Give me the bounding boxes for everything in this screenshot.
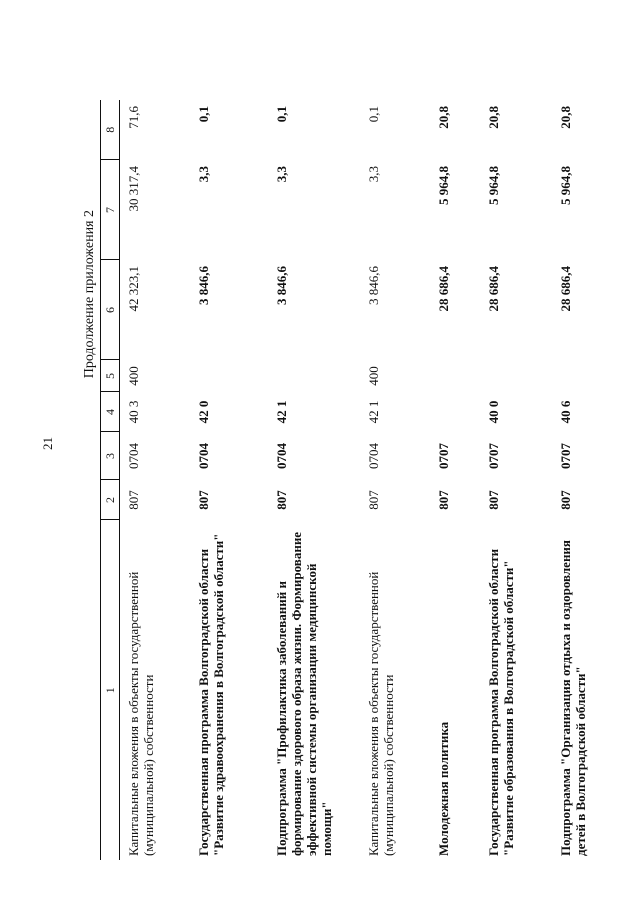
row-name-cell: Молодежная политика <box>435 721 451 856</box>
row-percent-cell: 20,8 <box>485 106 501 129</box>
row-program-cell: 42 1 <box>273 400 289 424</box>
column-header: 7 <box>101 160 120 260</box>
row-program-cell <box>430 392 480 432</box>
row-section-cell: 0707 <box>435 443 451 469</box>
table-row <box>120 100 190 860</box>
row-code-cell: 807 <box>557 490 573 510</box>
row-expense-type-cell: 400 <box>365 366 381 386</box>
table-row <box>360 100 430 860</box>
row-percent-cell: 0,1 <box>273 106 289 123</box>
row-program-cell: 42 1 <box>365 400 381 424</box>
row-code-cell: 807 <box>365 490 381 510</box>
row-section-cell: 0704 <box>195 443 211 469</box>
row-approved-cell: 28 686,4 <box>485 266 501 312</box>
row-executed-cell: 30 317,4 <box>126 166 141 212</box>
row-name-cell: Государственная программа Волгоградской области "Развитие здравоохранения в Волгоградской области" <box>195 533 226 856</box>
row-expense-type-cell <box>552 360 634 392</box>
row-name-cell: Капитальные вложения в объекты государственной (муниципальной) собственности <box>365 571 396 856</box>
row-approved-cell: 3 846,6 <box>273 266 289 305</box>
column-header: 1 <box>101 520 120 860</box>
table-row <box>430 100 480 860</box>
column-header: 5 <box>101 360 120 392</box>
row-code-cell: 807 <box>195 490 211 510</box>
row-expense-type-cell <box>480 360 552 392</box>
table-row <box>552 100 634 860</box>
budget-table <box>100 100 634 860</box>
row-executed-cell: 3,3 <box>195 166 211 183</box>
column-header: 4 <box>101 392 120 432</box>
row-approved-cell: 3 846,6 <box>195 266 211 305</box>
row-expense-type-cell: 400 <box>126 366 141 386</box>
row-percent-cell: 0,1 <box>195 106 211 123</box>
row-section-cell: 0704 <box>273 443 289 469</box>
row-name-cell: Подпрограмма "Организация отдыха и оздоровления детей в Волгоградской области" <box>557 540 588 856</box>
row-percent-cell: 71,6 <box>126 106 141 129</box>
rotated-page-content <box>80 60 588 860</box>
row-executed-cell: 5 964,8 <box>485 166 501 205</box>
row-expense-type-cell <box>430 360 480 392</box>
row-approved-cell: 42 323,1 <box>126 266 141 312</box>
page-number: 21 <box>40 437 55 450</box>
row-expense-type-cell <box>190 360 268 392</box>
row-percent-cell: 20,8 <box>557 106 573 129</box>
row-executed-cell: 5 964,8 <box>557 166 573 205</box>
column-header-row <box>101 100 120 860</box>
row-program-cell: 40 6 <box>557 400 573 424</box>
row-program-cell: 40 3 <box>126 400 141 424</box>
row-name-cell: Подпрограмма "Профилактика заболеваний и формирование здорового образа жизни. Формирование эффективной системы организации медицинской помощи" <box>273 531 334 856</box>
row-section-cell: 0707 <box>485 443 501 469</box>
row-code-cell: 807 <box>126 490 141 510</box>
appendix-caption: Продолжение приложения 2 <box>82 210 97 379</box>
row-executed-cell: 5 964,8 <box>435 166 451 205</box>
row-section-cell: 0704 <box>365 443 381 469</box>
table-row <box>480 100 552 860</box>
row-code-cell: 807 <box>435 490 451 510</box>
row-expense-type-cell <box>268 360 360 392</box>
row-approved-cell: 28 686,4 <box>557 266 573 312</box>
row-code-cell: 807 <box>273 490 289 510</box>
row-name-cell: Капитальные вложения в объекты государственной (муниципальной) собственности <box>126 571 156 856</box>
row-section-cell: 0707 <box>557 443 573 469</box>
row-percent-cell: 20,8 <box>435 106 451 129</box>
table-row <box>268 100 360 860</box>
row-code-cell: 807 <box>485 490 501 510</box>
row-executed-cell: 3,3 <box>365 166 381 183</box>
row-program-cell: 40 0 <box>485 400 501 424</box>
column-header: 6 <box>101 260 120 360</box>
row-name-cell: Государственная программа Волгоградской области "Развитие образования в Волгоградской области" <box>485 548 516 856</box>
column-header: 8 <box>101 100 120 160</box>
row-percent-cell: 0,1 <box>365 106 381 123</box>
row-program-cell: 42 0 <box>195 400 211 424</box>
row-approved-cell: 3 846,6 <box>365 266 381 305</box>
table-row <box>190 100 268 860</box>
row-section-cell: 0704 <box>126 443 141 469</box>
column-header: 3 <box>101 432 120 480</box>
row-executed-cell: 3,3 <box>273 166 289 183</box>
column-header: 2 <box>101 480 120 520</box>
row-approved-cell: 28 686,4 <box>435 266 451 312</box>
